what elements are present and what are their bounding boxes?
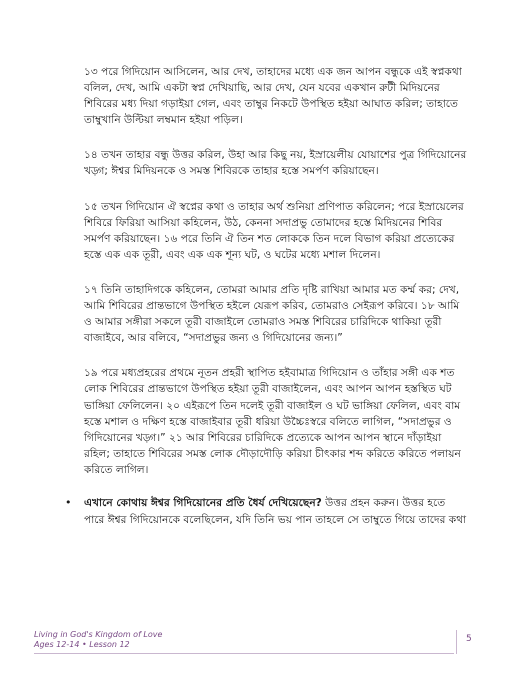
discussion-question-item — [65, 495, 468, 529]
paragraph-verse-14: ১৪ তখন তাহার বন্ধু উত্তর করিল, উহা আর কিছু নয়, ইস্রায়েলীয় যোয়াশের পুত্র গিদিয়োনের খড়্গ; ঈশ্বর মিদিয়নকে ও সমস্ত শিবিরকে তাহার হস্তে সমর্পণ করিয়াছেন। — [84, 149, 467, 178]
page-footer — [34, 630, 474, 670]
footer-vertical-divider — [456, 630, 457, 654]
paragraph-verse-15-16: ১৫ তখন গিদিয়োন ঐ স্বপ্নের কথা ও তাহার অর্থ শুনিয়া প্রণিপাত করিলেন; পরে ইস্রায়েলের শিবিরে ফিরিয়া আসিয়া কহিলেন, উঠ, কেননা সদাপ্রভু তোমাদের হস্তে মিদিয়নের শিবির সমর্পণ করিয়াছেন। ১৬ পরে তিনি ঐ তিন শত লোককে তিন দলে বিভাগ করিয়া প্রত্যেকের হস্তে এক এক তূরী, এবং এক এক শূন্য ঘট, ও ঘটের মধ্যে মশাল দিলেন। — [84, 200, 464, 261]
footer-lesson-info: Ages 12-14 • Lesson 12 — [34, 640, 130, 649]
discussion-question-text — [84, 495, 468, 529]
page-number: 5 — [466, 634, 472, 644]
paragraph-verse-17-18: ১৭ তিনি তাহাদিগকে কহিলেন, তোমরা আমার প্রতি দৃষ্টি রাখিয়া আমার মত কর্ম্ম কর; দেখ, আমি শিবিরের প্রান্তভাগে উপস্থিত হইলে যেরূপ করিব, তোমরাও সেইরূপ করিবে। ১৮ আমি ও আমার সঙ্গীরা সকলে তূরী বাজাইলে তোমরাও সমস্ত শিবিরের চারিদিকে থাকিয়া তূরী বাজাইবে, আর বলিবে, “সদাপ্রভুর জন্য ও গিদিয়োনের জন্য।” — [84, 283, 460, 345]
paragraph-verse-13: ১৩ পরে গিদিয়োন আসিলেন, আর দেখ, তাহাদের মধ্যে এক জন আপন বন্ধুকে এই স্বপ্নকথা বলিল, দেখ, আমি একটা স্বপ্ন দেখিয়াছি, আর দেখ, যেন যবের একখান রুটী মিদিয়নের শিবিরের মধ্য দিয়া গড়াইয়া গেল, এবং তাম্বুর নিকটে উপস্থিত হইয়া আঘাত করিল; তাহাতে তাম্বুখানি উল্টিয়া লম্বমান হইয়া পড়িল। — [84, 66, 462, 127]
document-body — [65, 64, 468, 529]
bullet-marker: • — [65, 495, 72, 509]
answer-text: উত্তর প্রহন করুন। উত্তর হতে পারে ঈশ্বর গিদিয়োনকে বলেছিলেন, যদি তিনি ভয় পান তাহলে সে তাম্বুতে গিয়ে তাদের কথা — [84, 496, 467, 526]
paragraph-verse-19-21: ১৯ পরে মধ্যপ্রহরের প্রথমে নূতন প্রহরী স্থাপিত হইবামাত্র গিদিয়োন ও তাঁহার সঙ্গী এক শত লোক শিবিরের প্রান্তভাগে উপস্থিত হইয়া তূরী বাজাইলেন, এবং আপন আপন হস্তস্থিত ঘট ভাঙ্গিয়া ফেলিলেন। ২০ এইরূপে তিন দলেই তূরী বাজাইল ও ঘট ভাঙ্গিয়া ফেলিল, এবং বাম হস্তে মশাল ও দক্ষিণ হস্তে বাজাইবার তূরী ধরিয়া উচ্চৈঃস্বরে বলিতে লাগিল, “সদাপ্রভুর ও গিদিয়োনের খড়্গ।” ২১ আর শিবিরের চারিদিকে প্রত্যেকে আপন আপন স্থানে দাঁড়াইয়া রহিল; তাহাতে শিবিরের সমস্ত লোক দৌড়াদৌড়ি করিয়া চীৎকার শব্দ করিতে করিতে পলায়ন করিতে লাগিল। — [84, 367, 461, 476]
footer-divider — [34, 653, 454, 654]
question-text: এখানে কোথায় ঈশ্বর গিদিয়োনের প্রতি ধৈর্য দেখিয়েছেন? — [84, 496, 322, 509]
footer-course-title: Living in God's Kingdom of Love — [34, 630, 163, 639]
